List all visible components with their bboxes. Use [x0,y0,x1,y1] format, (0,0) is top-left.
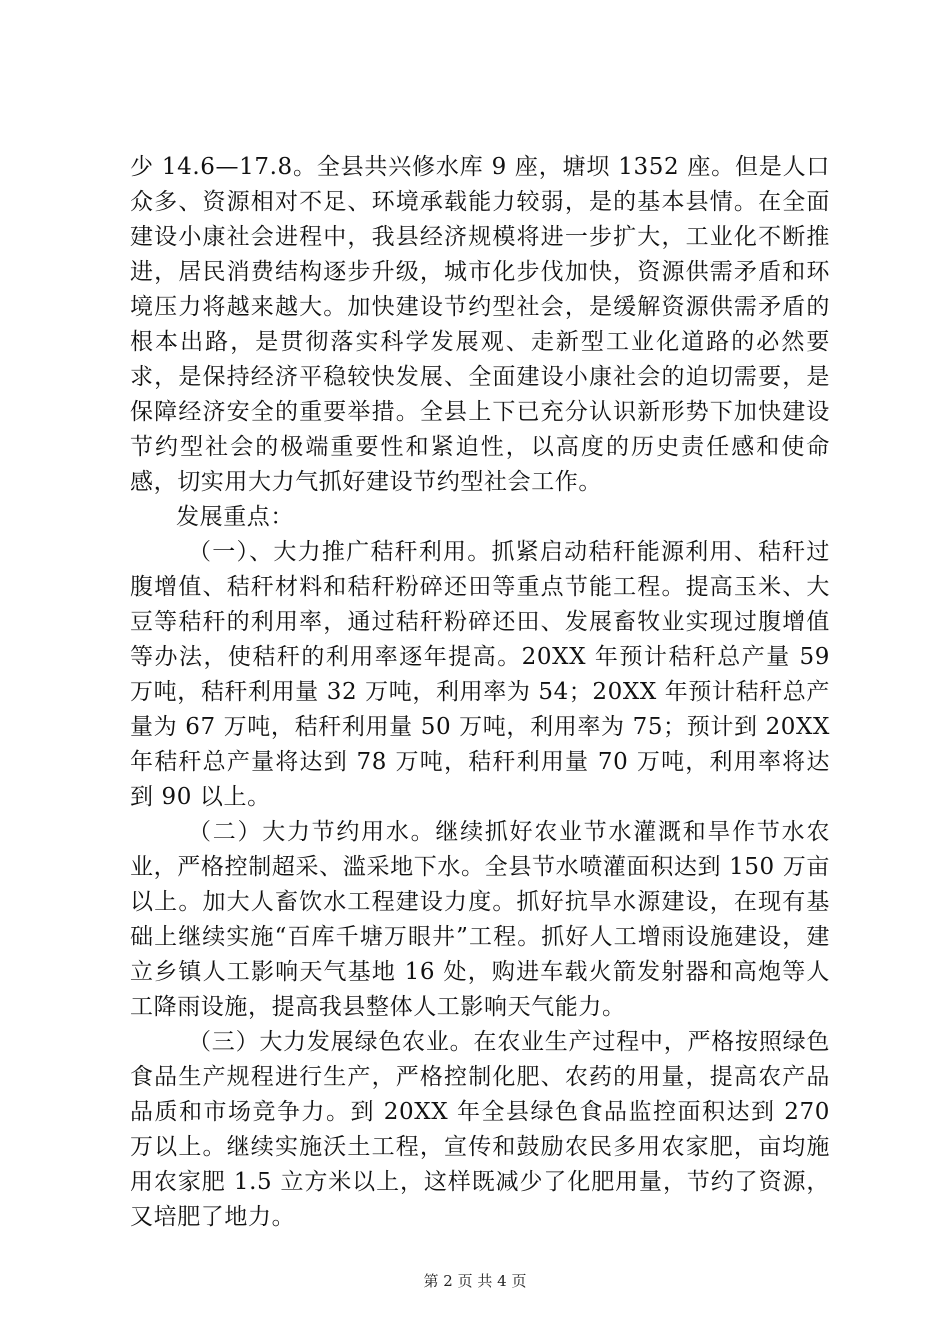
paragraph-water-saving: （二）大力节约用水。继续抓好农业节水灌溉和旱作节水农业，严格控制超采、滥采地下水。全县节水喷灌面积达到 150 万亩以上。加大人畜饮水工程建设力度。抓好抗旱水源建设，在现有基础上继续实施“百库千塘万眼井”工程。抓好人工增雨设施建设，建立乡镇人工影响天气基地 16 处，购进车载火箭发射器和高炮等人工降雨设施，提高我县整体人工影响天气能力。 [130,819,830,1020]
paragraph-green-agriculture: （三）大力发展绿色农业。在农业生产过程中，严格按照绿色食品生产规程进行生产，严格控制化肥、农药的用量，提高农产品品质和市场竞争力。到 20XX 年全县绿色食品监控面积达到 270 万以上。继续实施沃土工程，宣传和鼓励农民多用农家肥，亩均施用农家肥 1.5 立方米以上，这样既减少了化肥用量，节约了资源，又培肥了地力。 [130,1029,830,1230]
page-number-footer: 第 2 页 共 4 页 [423,1272,527,1290]
document-body [130,150,830,1235]
paragraph-intro: 少 14.6—17.8。全县共兴修水库 9 座，塘坝 1352 座。但是人口众多、资源相对不足、环境承载能力较弱，是的基本县情。在全面建设小康社会进程中，我县经济规模将进一步扩大，工业化不断推进，居民消费结构逐步升级，城市化步伐加快，资源供需矛盾和环境压力将越来越大。加快建设节约型社会，是缓解资源供需矛盾的根本出路，是贯彻落实科学发展观、走新型工业化道路的必然要求，是保持经济平稳较快发展、全面建设小康社会的迫切需要，是保障经济安全的重要举措。全县上下已充分认识新形势下加快建设节约型社会的极端重要性和紧迫性，以高度的历史责任感和使命感，切实用大力气抓好建设节约型社会工作。 [130,154,830,495]
paragraph-straw-utilization: （一）、大力推广秸秆利用。抓紧启动秸秆能源利用、秸秆过腹增值、秸秆材料和秸秆粉碎还田等重点节能工程。提高玉米、大豆等秸秆的利用率，通过秸秆粉碎还田、发展畜牧业实现过腹增值等办法，使秸秆的利用率逐年提高。20XX 年预计秸秆总产量 59 万吨，秸秆利用量 32 万吨，利用率为 54；20XX 年预计秸秆总产量为 67 万吨，秸秆利用量 50 万吨，利用率为 75；预计到 20XX 年秸秆总产量将达到 78 万吨，秸秆利用量 70 万吨，利用率将达到 90 以上。 [130,539,830,810]
section-heading-development-focus: 发展重点： [176,504,294,530]
